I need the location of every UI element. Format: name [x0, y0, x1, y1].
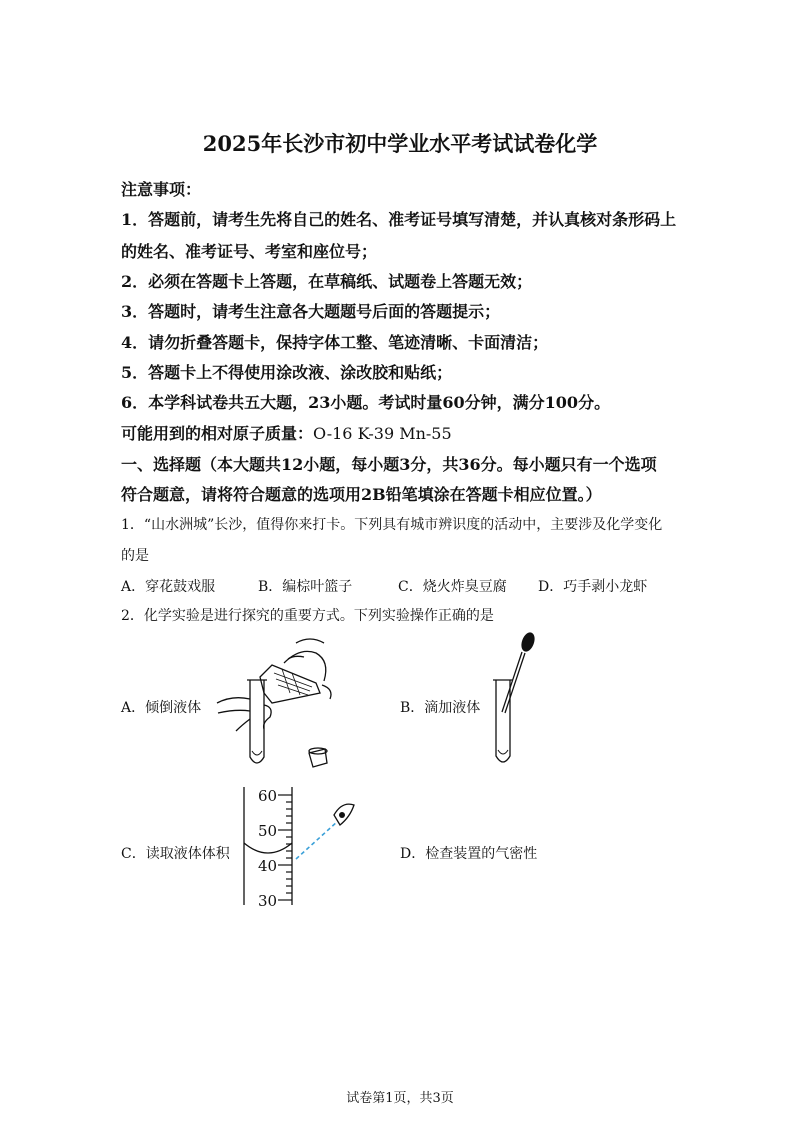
q1-option-d[interactable]: D．巧手剥小龙虾 [538, 579, 648, 595]
q1-option-c[interactable]: C．烧火炸臭豆腐 [398, 579, 507, 595]
notice-line-3: 3．答题时，请考生注意各大题题号后面的答题提示； [121, 302, 501, 321]
figure-graduated-cylinder [226, 785, 366, 910]
q2-option-b[interactable]: B．滴加液体 [400, 700, 481, 716]
notice-line-6: 6．本学科试卷共五大题，23小题。考试时量60分钟，满分100分。 [121, 393, 611, 412]
atomic-mass-line [121, 421, 452, 444]
cylinder-tick-60: 60 [258, 787, 278, 805]
page-footer: 试卷第1页，共3页 [346, 1091, 454, 1106]
section-1-heading: 一、选择题（本大题共12小题，每小题3分，共36分。每小题只有一个选项 [121, 455, 657, 474]
cylinder-tick-50: 50 [258, 822, 278, 840]
notice-line-4: 4．请勿折叠答题卡，保持字体工整、笔迹清晰、卡面清洁； [121, 333, 549, 352]
q2-option-d[interactable]: D．检查装置的气密性 [400, 846, 538, 862]
question-2-stem: 2．化学实验是进行探究的重要方式。下列实验操作正确的是 [121, 608, 494, 624]
atomic-mass-label: 可能用到的相对原子质量： [121, 424, 314, 443]
q1-option-a[interactable]: A．穿花鼓戏服 [121, 579, 216, 595]
question-1-stem-cont: 的是 [121, 548, 149, 564]
figure-dropping-liquid [490, 630, 540, 772]
cylinder-tick-30: 30 [258, 892, 278, 910]
atomic-mass-values: O-16 K-39 Mn-55 [313, 424, 452, 443]
notice-line-5: 5．答题卡上不得使用涂改液、涂改胶和贴纸； [121, 363, 453, 382]
question-1-stem: 1．“山水洲城”长沙，值得你来打卡。下列具有城市辨识度的活动中，主要涉及化学变化 [121, 517, 663, 533]
page-title: 2025年长沙市初中学业水平考试试卷化学 [202, 131, 598, 156]
notice-heading: 注意事项： [121, 180, 202, 199]
notice-line-1-cont: 的姓名、准考证号、考室和座位号； [121, 242, 378, 261]
q2-option-c[interactable]: C．读取液体体积 [121, 846, 230, 862]
q1-option-b[interactable]: B．编棕叶篮子 [258, 579, 353, 595]
cylinder-tick-40: 40 [258, 857, 278, 875]
figure-pouring-liquid [212, 635, 342, 775]
notice-line-2: 2．必须在答题卡上答题，在草稿纸、试题卷上答题无效； [121, 272, 533, 291]
notice-line-1: 1．答题前，请考生先将自己的姓名、准考证号填写清楚，并认真核对条形码上 [121, 210, 677, 229]
section-1-heading-cont: 符合题意，请将符合题意的选项用2B铅笔填涂在答题卡相应位置。） [121, 485, 602, 504]
q2-option-a[interactable]: A．倾倒液体 [121, 700, 202, 716]
